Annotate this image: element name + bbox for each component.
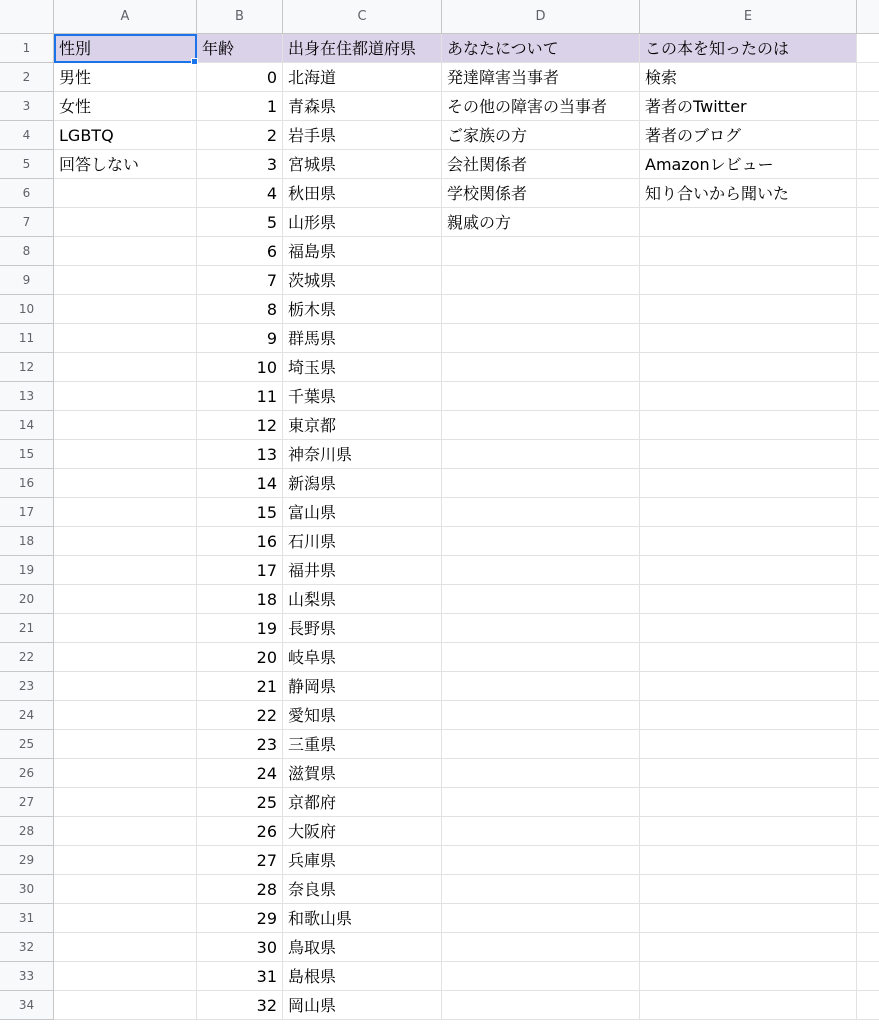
cell-a11[interactable] [54, 324, 197, 353]
table-row [54, 498, 879, 527]
cell-f34[interactable] [857, 991, 879, 1020]
cell-b20[interactable]: 18 [197, 585, 283, 614]
cell-b5[interactable]: 3 [197, 150, 283, 179]
row-header-18[interactable]: 18 [0, 527, 54, 556]
cell-a8[interactable] [54, 237, 197, 266]
cell-e13[interactable] [640, 382, 857, 411]
cell-c22[interactable]: 岐阜県 [283, 643, 442, 672]
row-header-4[interactable]: 4 [0, 121, 54, 150]
cell-f24[interactable] [857, 701, 879, 730]
cell-b1[interactable]: 年齢 [197, 34, 283, 63]
cell-c13[interactable]: 千葉県 [283, 382, 442, 411]
cell-f3[interactable] [857, 92, 879, 121]
cell-c5[interactable]: 宮城県 [283, 150, 442, 179]
cell-c4[interactable]: 岩手県 [283, 121, 442, 150]
table-row [54, 556, 879, 585]
cell-b16[interactable]: 14 [197, 469, 283, 498]
table-row [54, 991, 879, 1020]
cell-b28[interactable]: 26 [197, 817, 283, 846]
cell-e4[interactable]: 著者のブログ [640, 121, 857, 150]
cell-b31[interactable]: 29 [197, 904, 283, 933]
cell-a34[interactable] [54, 991, 197, 1020]
table-row [54, 121, 879, 150]
cell-b23[interactable]: 21 [197, 672, 283, 701]
table-row [54, 266, 879, 295]
cell-e23[interactable] [640, 672, 857, 701]
cell-f1[interactable] [857, 34, 879, 63]
cell-e25[interactable] [640, 730, 857, 759]
table-row [54, 701, 879, 730]
cell-c24[interactable]: 愛知県 [283, 701, 442, 730]
cell-f25[interactable] [857, 730, 879, 759]
cell-c12[interactable]: 埼玉県 [283, 353, 442, 382]
cell-a7[interactable] [54, 208, 197, 237]
cell-d29[interactable] [442, 846, 640, 875]
table-row [54, 295, 879, 324]
cell-b32[interactable]: 30 [197, 933, 283, 962]
cell-e34[interactable] [640, 991, 857, 1020]
row-header-22[interactable]: 22 [0, 643, 54, 672]
row-header-7[interactable]: 7 [0, 208, 54, 237]
cell-c9[interactable]: 茨城県 [283, 266, 442, 295]
cell-d9[interactable] [442, 266, 640, 295]
cell-e7[interactable] [640, 208, 857, 237]
cell-b15[interactable]: 13 [197, 440, 283, 469]
cell-f13[interactable] [857, 382, 879, 411]
cell-a2[interactable]: 男性 [54, 63, 197, 92]
row-header-19[interactable]: 19 [0, 556, 54, 585]
cell-f8[interactable] [857, 237, 879, 266]
row-header-23[interactable]: 23 [0, 672, 54, 701]
cell-a15[interactable] [54, 440, 197, 469]
cell-b2[interactable]: 0 [197, 63, 283, 92]
cell-e28[interactable] [640, 817, 857, 846]
row-header-6[interactable]: 6 [0, 179, 54, 208]
cell-f6[interactable] [857, 179, 879, 208]
column-headers [54, 0, 879, 34]
row-header-25[interactable]: 25 [0, 730, 54, 759]
cell-c33[interactable]: 島根県 [283, 962, 442, 991]
row-header-13[interactable]: 13 [0, 382, 54, 411]
cell-d34[interactable] [442, 991, 640, 1020]
cell-d17[interactable] [442, 498, 640, 527]
cell-a18[interactable] [54, 527, 197, 556]
cell-e24[interactable] [640, 701, 857, 730]
row-header-12[interactable]: 12 [0, 353, 54, 382]
table-row [54, 324, 879, 353]
cell-b29[interactable]: 27 [197, 846, 283, 875]
table-row [54, 759, 879, 788]
row-header-26[interactable]: 26 [0, 759, 54, 788]
cell-a6[interactable] [54, 179, 197, 208]
cell-f27[interactable] [857, 788, 879, 817]
cell-d32[interactable] [442, 933, 640, 962]
cell-b4[interactable]: 2 [197, 121, 283, 150]
cell-e33[interactable] [640, 962, 857, 991]
row-header-8[interactable]: 8 [0, 237, 54, 266]
cell-f31[interactable] [857, 904, 879, 933]
cell-b24[interactable]: 22 [197, 701, 283, 730]
cell-f30[interactable] [857, 875, 879, 904]
cell-f15[interactable] [857, 440, 879, 469]
cell-f16[interactable] [857, 469, 879, 498]
cell-f20[interactable] [857, 585, 879, 614]
cell-c16[interactable]: 新潟県 [283, 469, 442, 498]
cell-c27[interactable]: 京都府 [283, 788, 442, 817]
cell-c31[interactable]: 和歌山県 [283, 904, 442, 933]
cell-e3[interactable]: 著者のTwitter [640, 92, 857, 121]
cell-d19[interactable] [442, 556, 640, 585]
table-row [54, 643, 879, 672]
table-row [54, 63, 879, 92]
cell-c20[interactable]: 山梨県 [283, 585, 442, 614]
cell-a16[interactable] [54, 469, 197, 498]
cell-d20[interactable] [442, 585, 640, 614]
row-header-10[interactable]: 10 [0, 295, 54, 324]
cell-a31[interactable] [54, 904, 197, 933]
cell-e16[interactable] [640, 469, 857, 498]
cell-f7[interactable] [857, 208, 879, 237]
cell-b14[interactable]: 12 [197, 411, 283, 440]
table-row [54, 846, 879, 875]
cell-e17[interactable] [640, 498, 857, 527]
cell-b3[interactable]: 1 [197, 92, 283, 121]
cell-d25[interactable] [442, 730, 640, 759]
cell-a30[interactable] [54, 875, 197, 904]
cell-b22[interactable]: 20 [197, 643, 283, 672]
cell-a33[interactable] [54, 962, 197, 991]
cell-a32[interactable] [54, 933, 197, 962]
cell-e1[interactable]: この本を知ったのは [640, 34, 857, 63]
cell-a13[interactable] [54, 382, 197, 411]
cell-d18[interactable] [442, 527, 640, 556]
cell-f5[interactable] [857, 150, 879, 179]
cell-f26[interactable] [857, 759, 879, 788]
table-row [54, 179, 879, 208]
cell-f33[interactable] [857, 962, 879, 991]
cell-b30[interactable]: 28 [197, 875, 283, 904]
table-row [54, 904, 879, 933]
cell-c3[interactable]: 青森県 [283, 92, 442, 121]
cell-f22[interactable] [857, 643, 879, 672]
row-header-24[interactable]: 24 [0, 701, 54, 730]
cell-a9[interactable] [54, 266, 197, 295]
cell-f23[interactable] [857, 672, 879, 701]
table-row [54, 150, 879, 179]
cell-d26[interactable] [442, 759, 640, 788]
cell-c32[interactable]: 鳥取県 [283, 933, 442, 962]
row-header-3[interactable]: 3 [0, 92, 54, 121]
cell-a12[interactable] [54, 353, 197, 382]
cell-b21[interactable]: 19 [197, 614, 283, 643]
table-row [54, 440, 879, 469]
cell-f12[interactable] [857, 353, 879, 382]
cell-a28[interactable] [54, 817, 197, 846]
cell-a5[interactable]: 回答しない [54, 150, 197, 179]
cell-a22[interactable] [54, 643, 197, 672]
row-header-17[interactable]: 17 [0, 498, 54, 527]
cell-c30[interactable]: 奈良県 [283, 875, 442, 904]
cell-c1[interactable]: 出身在住都道府県 [283, 34, 442, 63]
cell-d11[interactable] [442, 324, 640, 353]
column-header-b[interactable]: B [197, 0, 283, 34]
table-row [54, 875, 879, 904]
cell-a3[interactable]: 女性 [54, 92, 197, 121]
cell-f14[interactable] [857, 411, 879, 440]
cell-e12[interactable] [640, 353, 857, 382]
cell-f32[interactable] [857, 933, 879, 962]
cell-c11[interactable]: 群馬県 [283, 324, 442, 353]
cell-f17[interactable] [857, 498, 879, 527]
row-header-32[interactable]: 32 [0, 933, 54, 962]
cell-c26[interactable]: 滋賀県 [283, 759, 442, 788]
cell-c7[interactable]: 山形県 [283, 208, 442, 237]
cell-c25[interactable]: 三重県 [283, 730, 442, 759]
cell-e26[interactable] [640, 759, 857, 788]
cell-e11[interactable] [640, 324, 857, 353]
cell-e22[interactable] [640, 643, 857, 672]
column-header-next[interactable] [857, 0, 879, 34]
table-row [54, 92, 879, 121]
cell-f29[interactable] [857, 846, 879, 875]
cell-d6[interactable]: 学校関係者 [442, 179, 640, 208]
cell-e31[interactable] [640, 904, 857, 933]
cell-f19[interactable] [857, 556, 879, 585]
cell-b13[interactable]: 11 [197, 382, 283, 411]
cell-d27[interactable] [442, 788, 640, 817]
table-row [54, 730, 879, 759]
table-row [54, 237, 879, 266]
cell-f21[interactable] [857, 614, 879, 643]
cell-e32[interactable] [640, 933, 857, 962]
cell-c14[interactable]: 東京都 [283, 411, 442, 440]
row-header-15[interactable]: 15 [0, 440, 54, 469]
cell-d23[interactable] [442, 672, 640, 701]
cell-c21[interactable]: 長野県 [283, 614, 442, 643]
cell-b18[interactable]: 16 [197, 527, 283, 556]
cell-d7[interactable]: 親戚の方 [442, 208, 640, 237]
row-header-14[interactable]: 14 [0, 411, 54, 440]
cell-e29[interactable] [640, 846, 857, 875]
cell-b19[interactable]: 17 [197, 556, 283, 585]
cell-f10[interactable] [857, 295, 879, 324]
cell-c23[interactable]: 静岡県 [283, 672, 442, 701]
cell-a24[interactable] [54, 701, 197, 730]
cell-c2[interactable]: 北海道 [283, 63, 442, 92]
cell-a19[interactable] [54, 556, 197, 585]
cell-d1[interactable]: あなたについて [442, 34, 640, 63]
column-header-e[interactable]: E [640, 0, 857, 34]
column-header-c[interactable]: C [283, 0, 442, 34]
cell-d16[interactable] [442, 469, 640, 498]
table-row [54, 527, 879, 556]
cell-a4[interactable]: LGBTQ [54, 121, 197, 150]
cell-e30[interactable] [640, 875, 857, 904]
cell-e10[interactable] [640, 295, 857, 324]
cell-b9[interactable]: 7 [197, 266, 283, 295]
cell-c8[interactable]: 福島県 [283, 237, 442, 266]
cell-b33[interactable]: 31 [197, 962, 283, 991]
cell-b10[interactable]: 8 [197, 295, 283, 324]
cell-e2[interactable]: 検索 [640, 63, 857, 92]
select-all-corner[interactable] [0, 0, 54, 34]
cell-b12[interactable]: 10 [197, 353, 283, 382]
row-header-1[interactable]: 1 [0, 34, 54, 63]
column-header-a[interactable]: A [54, 0, 197, 34]
cell-e5[interactable]: Amazonレビュー [640, 150, 857, 179]
cell-d31[interactable] [442, 904, 640, 933]
table-row [54, 411, 879, 440]
cell-d10[interactable] [442, 295, 640, 324]
cell-a14[interactable] [54, 411, 197, 440]
cell-d33[interactable] [442, 962, 640, 991]
cell-f2[interactable] [857, 63, 879, 92]
row-header-2[interactable]: 2 [0, 63, 54, 92]
cell-b27[interactable]: 25 [197, 788, 283, 817]
column-header-d[interactable]: D [442, 0, 640, 34]
cell-e14[interactable] [640, 411, 857, 440]
row-header-29[interactable]: 29 [0, 846, 54, 875]
cell-d22[interactable] [442, 643, 640, 672]
cell-a26[interactable] [54, 759, 197, 788]
cell-d30[interactable] [442, 875, 640, 904]
cell-c6[interactable]: 秋田県 [283, 179, 442, 208]
table-row [54, 353, 879, 382]
cell-d12[interactable] [442, 353, 640, 382]
table-row [54, 382, 879, 411]
table-row [54, 585, 879, 614]
cell-b17[interactable]: 15 [197, 498, 283, 527]
table-row [54, 469, 879, 498]
row-header-33[interactable]: 33 [0, 962, 54, 991]
cell-d5[interactable]: 会社関係者 [442, 150, 640, 179]
row-header-30[interactable]: 30 [0, 875, 54, 904]
cell-b34[interactable]: 32 [197, 991, 283, 1020]
cell-d28[interactable] [442, 817, 640, 846]
cell-e21[interactable] [640, 614, 857, 643]
cell-a21[interactable] [54, 614, 197, 643]
row-header-20[interactable]: 20 [0, 585, 54, 614]
cell-c28[interactable]: 大阪府 [283, 817, 442, 846]
row-header-27[interactable]: 27 [0, 788, 54, 817]
table-row [54, 208, 879, 237]
cell-b26[interactable]: 24 [197, 759, 283, 788]
fill-handle[interactable] [191, 58, 198, 65]
table-row [54, 962, 879, 991]
header-row [54, 34, 879, 63]
cell-e27[interactable] [640, 788, 857, 817]
cell-b25[interactable]: 23 [197, 730, 283, 759]
table-row [54, 817, 879, 846]
cell-b7[interactable]: 5 [197, 208, 283, 237]
cell-f9[interactable] [857, 266, 879, 295]
cell-a17[interactable] [54, 498, 197, 527]
cell-e9[interactable] [640, 266, 857, 295]
cell-a23[interactable] [54, 672, 197, 701]
cell-d4[interactable]: ご家族の方 [442, 121, 640, 150]
cell-b6[interactable]: 4 [197, 179, 283, 208]
cell-f4[interactable] [857, 121, 879, 150]
cell-c15[interactable]: 神奈川県 [283, 440, 442, 469]
cell-d8[interactable] [442, 237, 640, 266]
cell-d2[interactable]: 発達障害当事者 [442, 63, 640, 92]
cell-c29[interactable]: 兵庫県 [283, 846, 442, 875]
row-header-16[interactable]: 16 [0, 469, 54, 498]
cell-e15[interactable] [640, 440, 857, 469]
cell-d21[interactable] [442, 614, 640, 643]
row-header-11[interactable]: 11 [0, 324, 54, 353]
table-row [54, 614, 879, 643]
cell-e8[interactable] [640, 237, 857, 266]
cell-f18[interactable] [857, 527, 879, 556]
cell-f28[interactable] [857, 817, 879, 846]
cell-c18[interactable]: 石川県 [283, 527, 442, 556]
cell-d3[interactable]: その他の障害の当事者 [442, 92, 640, 121]
cell-c19[interactable]: 福井県 [283, 556, 442, 585]
table-row [54, 788, 879, 817]
cell-a25[interactable] [54, 730, 197, 759]
table-row [54, 672, 879, 701]
cell-e6[interactable]: 知り合いから聞いた [640, 179, 857, 208]
table-row [54, 933, 879, 962]
row-header-31[interactable]: 31 [0, 904, 54, 933]
row-header-28[interactable]: 28 [0, 817, 54, 846]
cell-c34[interactable]: 岡山県 [283, 991, 442, 1020]
cell-e18[interactable] [640, 527, 857, 556]
cell-d13[interactable] [442, 382, 640, 411]
cell-a29[interactable] [54, 846, 197, 875]
cell-b11[interactable]: 9 [197, 324, 283, 353]
row-header-5[interactable]: 5 [0, 150, 54, 179]
cell-c10[interactable]: 栃木県 [283, 295, 442, 324]
cell-e19[interactable] [640, 556, 857, 585]
cell-d15[interactable] [442, 440, 640, 469]
cell-e20[interactable] [640, 585, 857, 614]
cell-a27[interactable] [54, 788, 197, 817]
cell-a1[interactable]: 性別 [54, 34, 197, 63]
cell-a10[interactable] [54, 295, 197, 324]
row-header-21[interactable]: 21 [0, 614, 54, 643]
cell-f11[interactable] [857, 324, 879, 353]
cell-d24[interactable] [442, 701, 640, 730]
row-header-34[interactable]: 34 [0, 991, 54, 1020]
cell-a20[interactable] [54, 585, 197, 614]
cell-b8[interactable]: 6 [197, 237, 283, 266]
cell-d14[interactable] [442, 411, 640, 440]
cell-c17[interactable]: 富山県 [283, 498, 442, 527]
row-header-9[interactable]: 9 [0, 266, 54, 295]
